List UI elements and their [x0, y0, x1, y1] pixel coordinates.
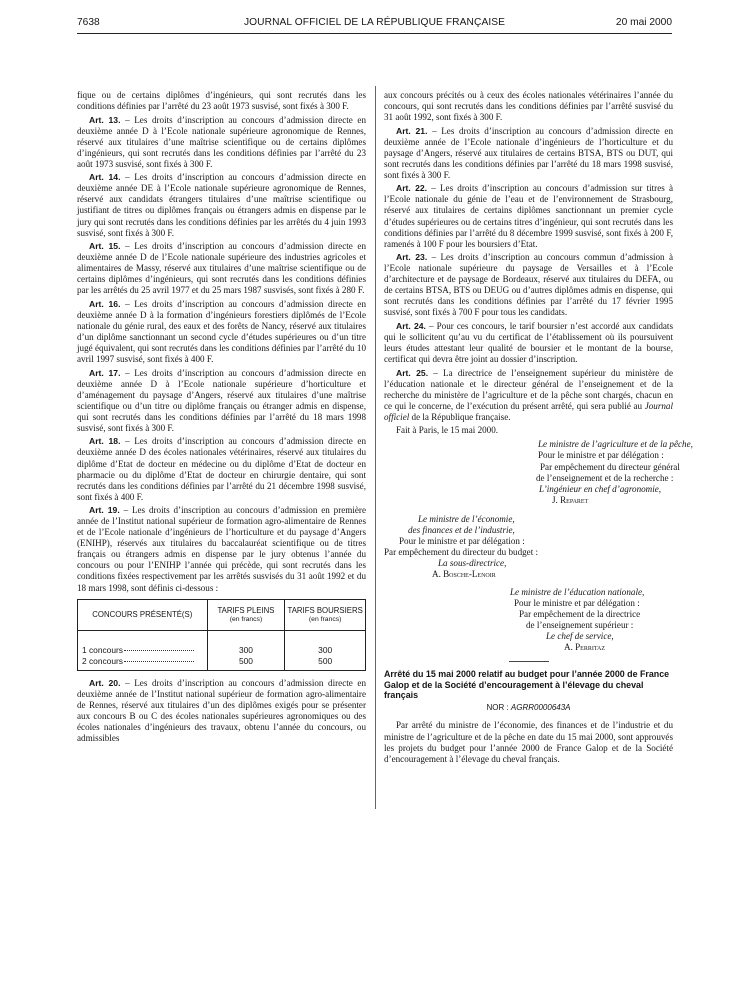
header-rule — [77, 33, 672, 34]
signatory-line: de l’enseignement et de la recherche : — [536, 472, 674, 483]
article-text: – Les droits d’inscription au concours d’admission directe en deuxième année D à l’Ecole nationale supérieure d’horticulture et d’aménagement du paysage d’Angers, réservé aux titulaires d’une maîtrise scientifique ou d’un titre ou diplôme français ou étranger admis en dispense, qui sont recrutés dans les conditions définies par l’arrêté du 18 mars 1998 susvisé, sont fixés à 300 F. — [77, 367, 366, 433]
separator-rule — [509, 661, 549, 662]
article-number: Art. 13. — [89, 114, 121, 125]
article-number: Art. 16. — [89, 298, 121, 309]
article-number: Art. 20. — [89, 677, 121, 688]
signatory-name: A. Bosche-Lenoir — [432, 568, 496, 579]
signatory-name: A. Perritaz — [564, 642, 606, 653]
article-13 — [77, 115, 366, 170]
left-column — [77, 90, 366, 746]
article-number: Art. 14. — [89, 172, 121, 183]
signatory-line: Pour le ministre et par délégation : — [399, 535, 525, 546]
article-number: Art. 25. — [396, 367, 429, 378]
page-number: 7638 — [77, 17, 100, 28]
article-15 — [77, 241, 366, 296]
page-header — [77, 17, 672, 37]
article-number: Art. 19. — [89, 505, 120, 516]
article-text: – Les droits d’inscription au concours d’admission directe en deuxième année D de l’Ecole nationale supérieure des industries agricoles et alimentaires de Massy, réservé aux titulaires d’une maîtrise scientifique ou de certains diplômes d’ingénieurs, qui sont recrutés dans les conditions définies par les arrêtés du 25 avril 1977 et du 25 mars 1987 susvisés, sont fixés à 280 F. — [77, 241, 366, 296]
right-column — [384, 90, 693, 767]
article-number: Art. 17. — [89, 367, 121, 378]
signature-block-economie — [384, 514, 673, 580]
article-text: – Les droits d’inscription au concours d’admission en première année de l’Institut national supérieur de formation agro-alimentaire de Rennes et de l’Ecole nationale d’ingénieurs de l’horticulture et du paysage d’Angers (ENIHP), réservés aux titulaires du baccalauréat scientifique ou de titres français ou étrangers admis en dispense par le jury obtenus l’année du concours ou pour l’ENIHP l’année qui précède, qui sont recrutés dans les conditions fixées respectivement par les arrêtés susvisés du 31 août 1992 et du 18 mars 1998, sont définis ci-dessous : — [77, 505, 366, 593]
article-20 — [77, 678, 366, 744]
tariff-table — [77, 599, 366, 671]
table-cell-boursier: 300 500 — [285, 630, 366, 670]
article-22 — [384, 183, 673, 249]
signature-block-agriculture — [384, 439, 693, 505]
article-text: – Les droits d’inscription au concours d’admission directe en deuxième année D des écoles nationales vétérinaires, réservé aux titulaires du diplôme d’Etat de docteur en médecine ou du diplôme d’Etat de docteur en pharmacie ou du diplôme d’Etat de docteur en chirurgie dentaire, qui sont recrutés dans les conditions définies par l’arrêté du 21 décembre 1998 susvisé, sont fixés à 400 F. — [77, 436, 366, 502]
signatory-title: Le ministre de l’économie, — [418, 513, 515, 524]
signatory-title: des finances et de l’industrie, — [408, 524, 515, 535]
article-text: – Les droits d’inscription au concours d’admission directe en deuxième année de l’Institut national supérieur de formation agro-alimentaire de Rennes, réservé aux titulaires d’un des diplômes exigés pour se présenter aux concours B ou C des écoles nationales supérieures agronomiques ou des écoles nationales d’ingénieurs des travaux, obtenu l’année du concours, ou admissibles — [77, 677, 366, 743]
paragraph-continued: aux concours précités ou à ceux des écoles nationales vétérinaires l’année du concours, qui sont recrutés dans les conditions définies par l’arrêté susvisé du 31 août 1992, sont fixés à 300 F. — [384, 90, 673, 123]
column-header-concours: CONCOURS PRÉSENTÉ(S) — [78, 599, 208, 630]
signatory-name: J. Reparet — [552, 494, 589, 505]
article-number: Art. 22. — [396, 183, 428, 194]
article-text: – Pour ces concours, le tarif boursier n’est accordé aux candidats qui le sollicitent qu’au vu du certificat de l’établissement où ils poursuivent leurs études attestant leur qualité de boursier et le montant de la bourse, certificat qui devra être joint au dossier d’inscription. — [384, 320, 674, 365]
article-14 — [77, 172, 366, 238]
signatory-title: La sous-directrice, — [438, 557, 507, 568]
signatory-title: Le ministre de l’agriculture et de la pêche, — [538, 439, 693, 450]
article-number: Art. 24. — [396, 320, 426, 331]
signatory-title: Le chef de service, — [546, 631, 614, 642]
article-text: – Les droits d’inscription au concours d’admission directe en deuxième année D à la formation d’ingénieurs forestiers diplômés de l’Ecole nationale du génie rural, des eaux et des forêts de Nancy, réservé aux titulaires d’un diplôme sanctionnant un second cycle d’études supérieures ou d’un titre jugé équivalent, qui sont recrutés dans les conditions définies par l’arrêté du 10 avril 1997 susvisé, sont fixés à 400 F. — [77, 298, 366, 365]
table-header-row — [78, 599, 366, 630]
column-divider — [375, 86, 376, 809]
article-number: Art. 21. — [396, 125, 428, 136]
paragraph-continued: fique ou de certains diplômes d’ingénieurs, qui sont recrutés dans les conditions définies par l’arrêté du 23 août 1973 susvisé, sont fixés à 300 F. — [77, 90, 366, 112]
article-text: – Les droits d’inscription au concours d’admission directe en deuxième année de l’Ecole nationale d’ingénieurs de l’horticulture et du paysage d’Angers, réservé aux titulaires de certains BTSA, BTS ou DUT, qui sont recrutés dans les conditions définies par l’arrêté du 18 mars 1998 susvisé, sont fixés à 300 F. — [384, 125, 673, 180]
table-cell-label: 1 concours 2 concours — [78, 630, 208, 670]
article-25: Art. 25. – La directrice de l’enseignement supérieur du ministère de l’éducation nationale et le directeur général de l’enseignement et de la recherche du ministère de l’agriculture et de la pêche sont chargés, chacun en ce qui le concerne, de l’exécution du présent arrêté, qui sera publié au Journal officiel de la République française. — [384, 367, 673, 422]
signature-block-education — [384, 587, 673, 653]
article-23 — [384, 252, 673, 318]
signatory-line: Par empêchement du directeur du budget : — [384, 546, 539, 557]
signatory-line: Par empêchement du directeur général — [540, 461, 680, 472]
nor-reference: NOR : AGRR0000643A — [486, 703, 571, 713]
signing-place-date: Fait à Paris, le 15 mai 2000. — [396, 425, 499, 436]
column-header-tarifs-pleins: TARIFS PLEINS (en francs) — [207, 599, 285, 630]
article-text: – Les droits d’inscription au concours commun d’admission à l’Ecole nationale supérieure du paysage de Versailles et à l’Ecole d’architecture et de paysage de Bordeaux, réservé aux titulaires du DEFA, ou de certains BTSA, BTS ou DEUG ou d’autres diplômes admis en dispense, qui sont recrutés dans les conditions définies par l’arrêté du 17 février 1995 susvisé, sont fixés à 700 F pour tous les candidats. — [384, 252, 673, 318]
article-number: Art. 18. — [89, 436, 121, 447]
decree-text: Par arrêté du ministre de l’économie, des finances et de l’industrie et du ministre de l’agriculture et de la pêche en date du 15 mai 2000, sont approuvés les projets du budget pour l’année 2000 de France Galop et de la Société d’encouragement à l’élevage du cheval français. — [384, 720, 673, 764]
article-24 — [384, 321, 673, 365]
signatory-title: Le ministre de l’éducation nationale, — [510, 586, 645, 597]
article-text: – Les droits d’inscription au concours d’admission directe en deuxième année D à l’Ecole nationale supérieure agronomique de Rennes, réservé aux titulaires d’une maîtrise scientifique ou de certains diplômes d’ingénieurs, qui sont recrutés dans les conditions définies par l’arrêté du 23 août 1973 susvisé, sont fixés à 300 F. — [77, 114, 366, 169]
signatory-title: L’ingénieur en chef d’agronomie, — [539, 483, 662, 494]
column-header-tarifs-boursiers: TARIFS BOURSIERS (en francs) — [285, 599, 366, 630]
journal-officiel-ref: Journal officiel — [384, 400, 673, 422]
article-text: – Les droits d’inscription au concours d’admission directe en deuxième année DE à l’Ecole nationale supérieure agronomique de Rennes, réservé aux candidats étrangers titulaires d’une maîtrise scientifique ou justifiant de titres ou diplômes français ou étrangers admis en dispense par le jury qui sont recrutés dans les conditions définies par les arrêtés du 4 juin 1993 susvisé, sont fixés à 300 F. — [77, 172, 366, 238]
decree-title: Arrêté du 15 mai 2000 relatif au budget pour l’année 2000 de France Galop et de la Société d’encouragement à l’élevage du cheval français — [384, 669, 670, 701]
signatory-line: Pour le ministre et par délégation : — [538, 450, 664, 461]
article-18 — [77, 436, 366, 502]
journal-title: JOURNAL OFFICIEL DE LA RÉPUBLIQUE FRANÇAISE — [243, 17, 506, 28]
article-number: Art. 15. — [89, 241, 121, 252]
article-number: Art. 23. — [396, 252, 428, 263]
article-17 — [77, 368, 366, 434]
table-cell-plein: 300 500 — [207, 630, 285, 670]
table-row — [78, 630, 366, 670]
article-16 — [77, 299, 366, 365]
article-text: – Les droits d’inscription au concours d’admission sur titres à l’Ecole nationale du génie de l’eau et de l’environnement de Strasbourg, réservé aux titulaires de certains diplômes sanctionnant un premier cycle d’études supérieures ou de certains titres d’ingénieur, qui sont recrutés dans les conditions définies par l’arrêté du 8 décembre 1999 susvisé, sont fixés à 200 F, ramenés à 100 F pour les boursiers d’Etat. — [384, 183, 673, 249]
article-21 — [384, 126, 673, 181]
nor-code: AGRR0000643A — [510, 703, 571, 713]
signatory-line: Par empêchement de la directrice — [519, 609, 641, 620]
signatory-line: de l’enseignement supérieur : — [526, 620, 634, 631]
article-19 — [77, 505, 366, 593]
signatory-line: Pour le ministre et par délégation : — [514, 598, 640, 609]
issue-date: 20 mai 2000 — [615, 17, 672, 28]
